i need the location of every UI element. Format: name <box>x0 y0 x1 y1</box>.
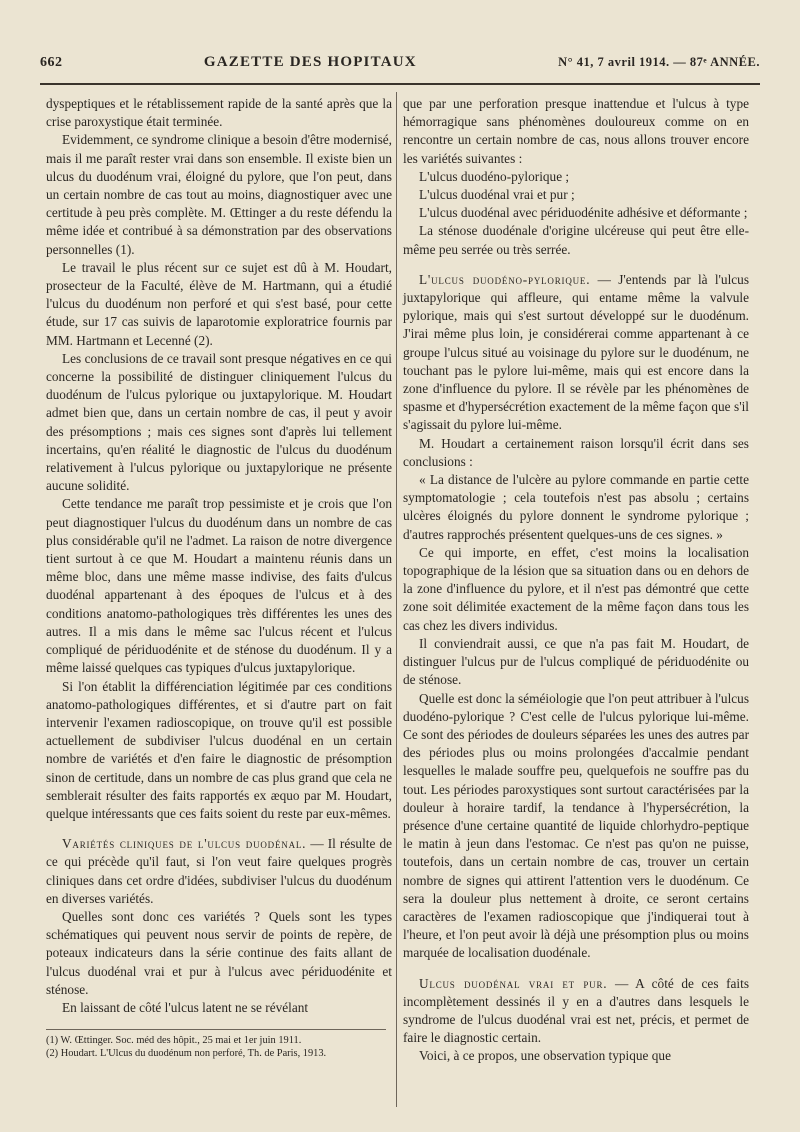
section-paragraph <box>46 835 392 908</box>
paragraph: En laissant de côté l'ulcus latent ne se révélant <box>62 999 309 1015</box>
spacer <box>46 823 392 835</box>
journal-title: GAZETTE DES HOPITAUX <box>203 54 417 70</box>
spacer <box>403 963 749 975</box>
spacer <box>403 259 749 271</box>
page-number: 662 <box>40 55 63 70</box>
header-rule <box>40 83 760 85</box>
paragraph: Il conviendrait aussi, ce que n'a pas fait M. Houdart, de distinguer l'ulcus pur de l'ulcus compliqué de périduodénite ou de sténose. <box>403 635 749 688</box>
paragraph: dyspeptiques et le rétablissement rapide de la santé après que la crise paroxystique était terminée. <box>46 96 392 130</box>
list-item: L'ulcus duodénal vrai et pur ; <box>419 187 575 203</box>
section-paragraph <box>403 271 749 435</box>
paragraph: Les conclusions de ce travail sont presque négatives en ce qui concerne la possibilité de distinguer cliniquement l'ulcus du duodénum de l'ulcus pylorique ou juxtapylorique. M. Houdart admet bien que, dans un certain nombre de cas, il peut y avoir des présomptions ; mais ces signes sont d'après lui tellement incertains, qu'en réalité le diagnostic de l'ulcus du duodénum relativement à l'ulcus pylorique ou juxtapylorique ne présente aucune solidité. <box>46 350 392 494</box>
section-text: — J'entends par là l'ulcus juxtapylorique qui affleure, qui entame même la valvule pylorique, mais qui s'est surtout développé sur le duodénum. J'irai même plus loin, je considérerai comme appartenant à ce groupe l'ulcus situé au voisinage du pylore sur le duodénum, ne touchant pas le pylore lui-même, mais qui est encore dans la zone d'influence du pylore. Il se révèle par les phénomènes de spasme et d'hypersécrétion exactement de la même façon que s'il s'agissait du pylore lui-même. <box>403 271 749 433</box>
paragraph: Voici, à ce propos, une observation typique que <box>419 1048 671 1064</box>
section-heading: Variétés cliniques de l'ulcus duodénal. <box>62 836 307 852</box>
right-column <box>403 95 749 1115</box>
left-column <box>46 95 392 1095</box>
list-item: L'ulcus duodénal avec périduodénite adhésive et déformante ; <box>419 205 748 221</box>
paragraph: que par une perforation presque inattendue et l'ulcus à type hémorragique sans phénomènes douloureux comme on en rencontre un certain nombre de cas, nous allons trouver encore les variétés suivantes : <box>403 96 749 166</box>
section-text: — A côté de ces faits incomplètement dessinés il y en a d'autres dans lesquels le syndrome de l'ulcus duodénal vrai est net, précis, et permet de faire le diagnostic certain. <box>403 975 749 1046</box>
list-item: L'ulcus duodéno-pylorique ; <box>419 168 570 184</box>
paragraph: M. Houdart a certainement raison lorsqu'il écrit dans ses conclusions : <box>403 435 749 469</box>
paragraph: Evidemment, ce syndrome clinique a besoin d'être modernisé, mais il me paraît rester vrai dans son ensemble. Il existe bien un ulcus du duodénum vrai, éloigné du pylore, que l'on peut, dans un certain nombre de cas tout au moins, diagnostiquer avec une certitude à peu près complète. M. Œttinger a du reste défendu la même idée et contribué à sa démonstration par des observations personnelles (1). <box>46 132 392 257</box>
variety-list <box>403 168 749 259</box>
footnote: (1) W. Œttinger. Soc. méd des hôpit., 25 mai et 1er juin 1911. <box>46 1035 302 1047</box>
paragraph: Cette tendance me paraît trop pessimiste et je crois que l'on peut diagnostiquer l'ulcus du duodénum dans un nombre de cas plus considérable qu'il ne l'admet. La raison de notre divergence tient surtout à ce que M. Houdart a maintenu réunis dans un même bloc, dans une même masse indivise, des faits d'ulcus duodénal appartenant à des époques de l'ulcus et à des conditions anatomo-pathologiques très différentes les unes des autres. Il a mis dans le même sac l'ulcus récent et l'ulcus compliqué de périduodénite et de sténose du duodénum. Il y a même laissé quelques cas typiques d'ulcus juxtapylorique. <box>46 496 392 676</box>
list-item: La sténose duodénale d'origine ulcéreuse qui peut être elle-même peu serrée ou très serrée. <box>403 223 749 257</box>
paragraph: Le travail le plus récent sur ce sujet est dû à M. Houdart, prosecteur de la Faculté, élève de M. Hartmann, qui a étudié l'ulcus du duodénum non perforé et qui s'est basé, pour cette étude, sur 17 cas suivis de laparotomie exploratrice fournis par MM. Hartmann et Lecenné (2). <box>46 259 392 348</box>
paragraph: Si l'on établit la différenciation légitimée par ces conditions anatomo-pathologiques différentes, et si d'autre part on fait intervenir l'examen radioscopique, on trouve qu'il est possible actuellement de subdiviser l'ulcus duodénal en un certain nombre de variétés et d'en faire le diagnostic de présomption sinon de certitude, dans un nombre de cas plus grand que cela ne semblerait résulter des faits rapportés ex æquo par M. Houdart, quelque intéressants que ces faits soient du reste par eux-mêmes. <box>46 678 392 821</box>
paragraph: Ce qui importe, en effet, c'est moins la localisation topographique de la lésion que sa situation dans ou en dehors de la zone d'influence du pylore, et il n'est pas démontré que cette zone soit délimitée exactement de la même façon dans tous les cas chez les divers individus. <box>403 544 749 633</box>
running-header <box>40 54 760 76</box>
footnote-rule <box>46 1029 386 1030</box>
column-divider <box>396 92 397 1107</box>
section-heading: L'ulcus duodéno-pylorique. <box>419 271 591 287</box>
paragraph: Quelle est donc la séméiologie que l'on peut attribuer à l'ulcus duodéno-pylorique ? C'est celle de l'ulcus pylorique lui-même. Ce sont des périodes de douleurs séparées les unes des autres par des périodes plus ou moins prolongées d'accalmie pendant lesquelles le malade souffre peu, quelquefois ne souffre pas du tout. Les périodes paroxystiques sont surtout caractérisées par la douleur à horaire tardif, la tendance à l'hypersécrétion, la présence d'une certaine quantité de liquide chlorhydro-peptique le matin à jeun dans l'estomac. Ce n'est pas qu'on ne puisse, toutefois, dans un certain nombre de cas, trouver un certain nombre de signes qui attirent l'attention vers le duodénum. Ce sera la douleur plus nettement à droite, ce seront certains caractères de l'examen radioscopique que j'indiquerai tout à l'heure, et l'on peut avoir là déjà une présomption plus ou moins marquée de localisation duodénale. <box>403 690 749 961</box>
section-text: — Il résulte de ce qui précède qu'il faut, si l'on veut faire quelques progrès cliniques dans cet ordre d'idées, subdiviser l'ulcus du duodénum en diverses variétés. <box>46 836 392 906</box>
quote-paragraph: « La distance de l'ulcère au pylore commande en partie cette symptomatologie ; cela toutefois n'est pas absolu ; certains ulcères éloignés du pylore donnent le syndrome pylorique ; d'autres rapprochés présentent quelques-uns de ces signes. » <box>403 472 749 542</box>
footnote: (2) Houdart. L'Ulcus du duodénum non perforé, Th. de Paris, 1913. <box>46 1048 327 1060</box>
section-heading: Ulcus duodénal vrai et pur. <box>419 975 608 991</box>
issue-info: N° 41, 7 avril 1914. — 87ᵉ ANNÉE. <box>558 55 760 69</box>
section-paragraph <box>403 975 749 1048</box>
paragraph: Quelles sont donc ces variétés ? Quels sont les types schématiques qui peuvent nous servir de points de repère, de poteaux indicateurs dans la série continue des faits allant de l'ulcus duodénal vrai et pur à l'ulcus avec périduodénite et sténose. <box>46 908 392 997</box>
